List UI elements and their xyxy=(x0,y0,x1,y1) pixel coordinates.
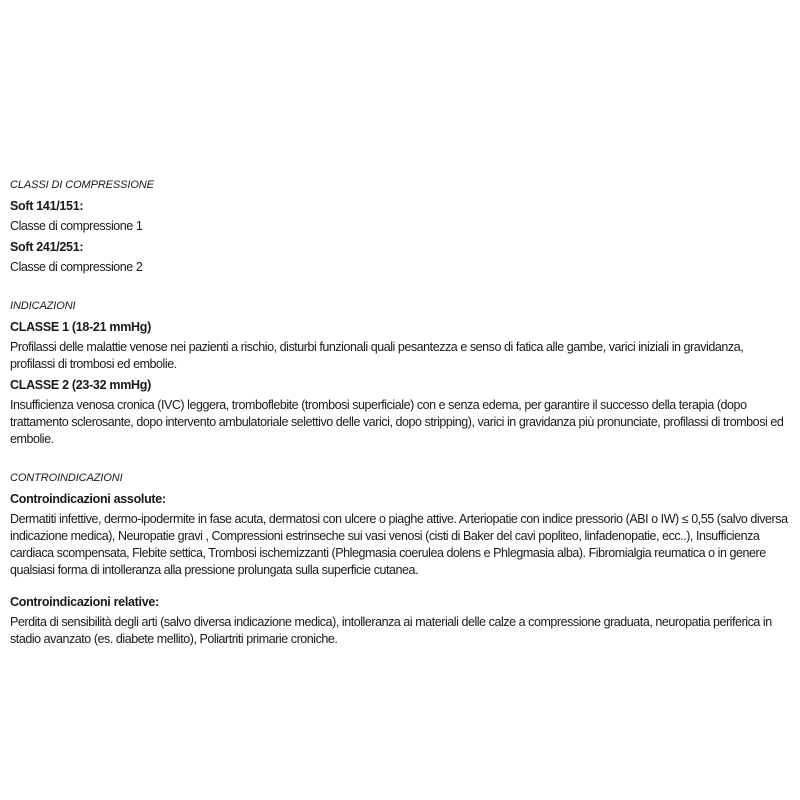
section-indications xyxy=(10,298,790,448)
contraindications-heading: CONTROINDICAZIONI xyxy=(10,472,123,484)
compression-class-1-text: Classe di compressione 1 xyxy=(10,219,143,233)
relative-contraindications-text: Perdita di sensibilità degli arti (salvo diversa indicazione medica), intolleranza ai materiali delle calze a compressione graduata, neuropatia periferica in stadio avanzato (es. diabete mellito), Poliartriti primarie croniche. xyxy=(10,615,772,646)
absolute-contraindications-heading: Controindicazioni assolute: xyxy=(10,492,166,506)
class-2-pressure-heading: CLASSE 2 (23-32 mmHg) xyxy=(10,378,151,392)
class-1-indications-text: Profilassi delle malattie venose nei pazienti a rischio, disturbi funzionali quali pesantezza e senso di fatica alle gambe, varici iniziali in gravidanza, profilassi di trombosi ed embolie. xyxy=(10,340,744,371)
absolute-contraindications-text: Dermatiti infettive, dermo-ipodermite in fase acuta, dermatosi con ulcere o piaghe attive. Arteriopatie con indice pressorio (ABI o IW) ≤ 0,55 (salvo diversa indicazione medica), Neuropatie gravi , Compressioni estrinseche sui vasi venosi (cisti di Baker del cavi popliteo, linfadenopatie, ecc..), Insufficienza cardiaca scompensata, Flebite settica, Trombosi ischemizzanti (Phlegmasia coerulea dolens e Phlegmasia alba). Fibromialgia reumatica o in genere qualsiasi forma di intolleranza alla pressione prolungata sulla superficie cutanea. xyxy=(10,512,788,577)
variant-soft-141-151-label: Soft 141/151: xyxy=(10,199,84,213)
relative-contraindications-heading: Controindicazioni relative: xyxy=(10,595,159,609)
indications-heading: INDICAZIONI xyxy=(10,300,76,312)
compression-class-2-text: Classe di compressione 2 xyxy=(10,260,143,274)
variant-soft-241-251-label: Soft 241/251: xyxy=(10,240,84,254)
compression-classes-heading: CLASSI DI COMPRESSIONE xyxy=(10,179,154,191)
section-compression-classes xyxy=(10,177,790,276)
section-contraindications xyxy=(10,470,790,648)
class-2-indications-text: Insufficienza venosa cronica (IVC) leggera, tromboflebite (trombosi superficiale) con e senza edema, per garantire il successo della terapia (dopo trattamento sclerosante, dopo intervento ambulatoriale selettivo delle varici, dopo stripping), varici in gravidanza più pronunciate, profilassi di trombosi ed embolie. xyxy=(10,398,784,446)
class-1-pressure-heading: CLASSE 1 (18-21 mmHg) xyxy=(10,320,151,334)
